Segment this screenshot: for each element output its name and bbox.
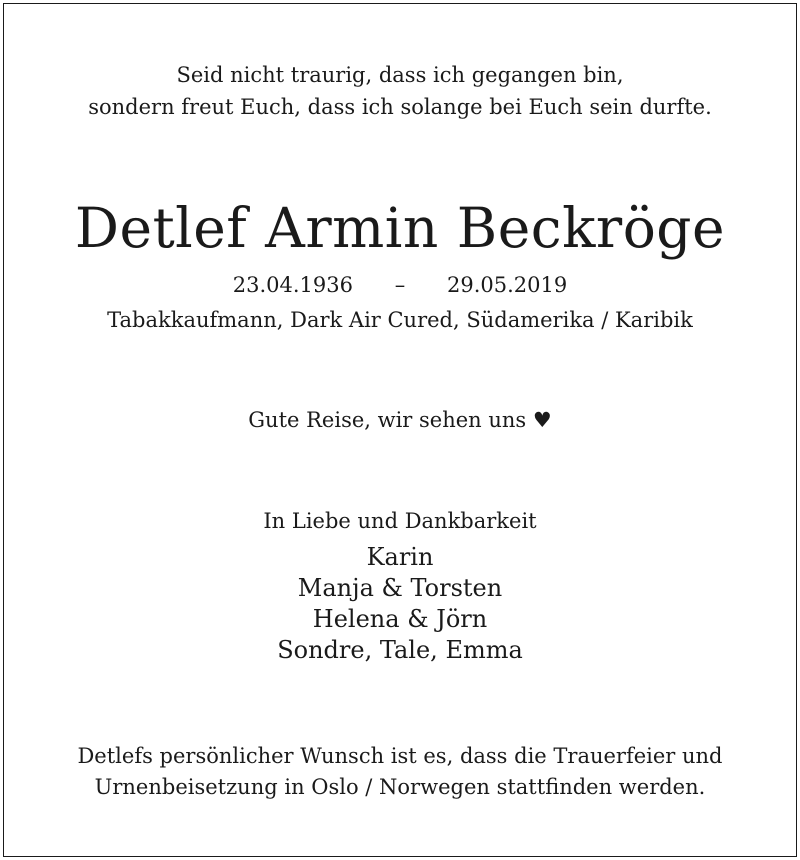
wish-line-2: Urnenbeisetzung in Oslo / Norwegen stattfinden werden. [94,775,706,799]
mourners-list [0,542,800,666]
date-dash: – [394,273,406,297]
verse-line-2: sondern freut Euch, dass ich solange bei Euch sein durfte. [88,95,712,119]
life-dates [0,270,800,300]
mourner-name: Helena & Jörn [312,605,488,633]
memorial-verse [0,59,800,123]
farewell-message: Gute Reise, wir sehen uns ♥ [248,408,552,432]
wish-line-1: Detlefs persönlicher Wunsch ist es, dass die Trauerfeier und [77,744,723,768]
mourner-name: Manja & Torsten [297,574,503,602]
profession: Tabakkaufmann, Dark Air Cured, Südamerika / Karibik [107,308,693,332]
funeral-wish [0,741,800,803]
birth-date: 23.04.1936 [232,273,353,297]
deceased-name: Detlef Armin Beckröge [74,196,726,260]
mourner-name: Sondre, Tale, Emma [277,636,523,664]
mourners-intro: In Liebe und Dankbarkeit [263,509,537,533]
verse-line-1: Seid nicht traurig, dass ich gegangen bin, [176,63,624,87]
mourner-name: Karin [366,543,434,571]
death-date: 29.05.2019 [447,273,568,297]
